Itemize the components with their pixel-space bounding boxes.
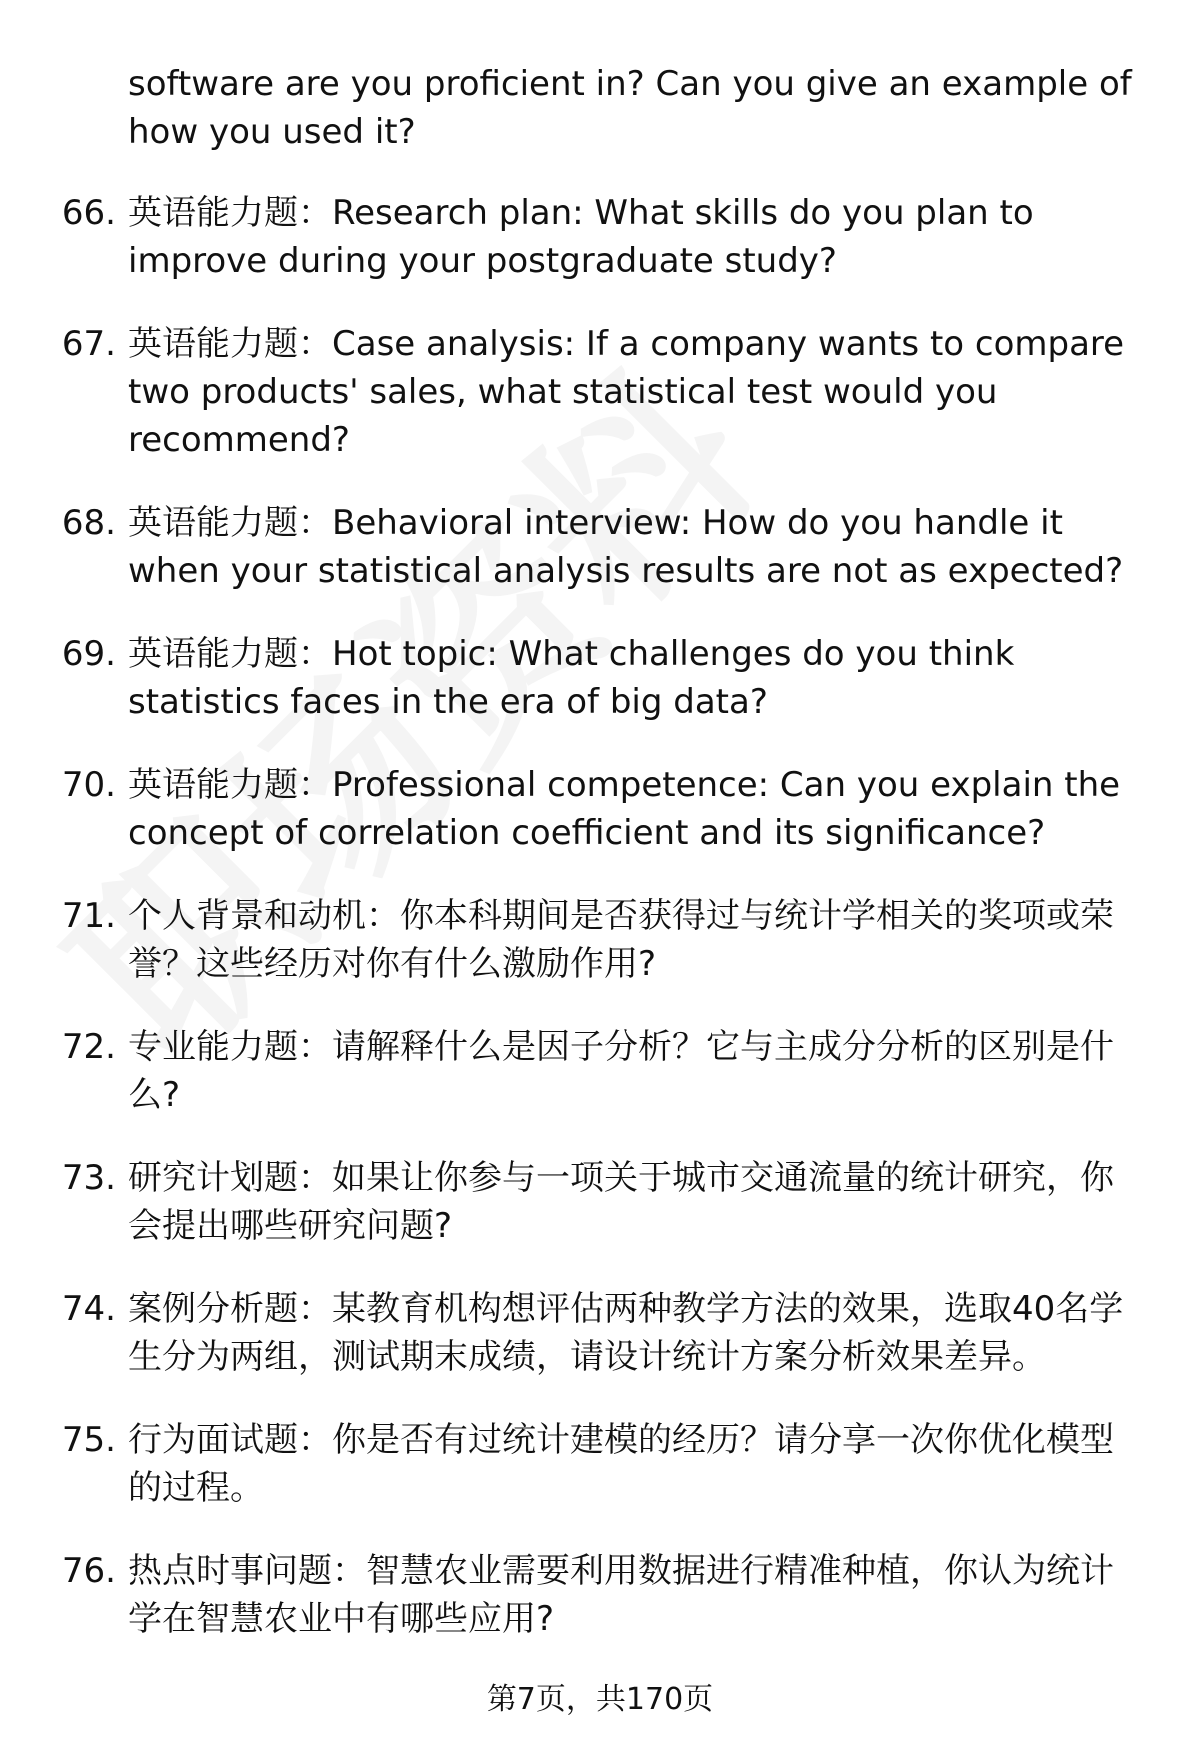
question-item-73 — [0, 1154, 1200, 1250]
question-text: 英语能力题：Research plan: What skills do you plan to improve during your postgraduate study? — [128, 193, 1034, 281]
question-text: 英语能力题：Case analysis: If a company wants to compare two products' sales, what statistical test would you recommend? — [128, 324, 1125, 460]
question-text: 英语能力题：Hot topic: What challenges do you think statistics faces in the era of big data? — [128, 634, 1015, 722]
question-item-71 — [0, 892, 1200, 988]
question-number: 73. — [61, 1158, 116, 1198]
question-text: 英语能力题：Professional competence: Can you explain the concept of correlation coefficient and its significance? — [128, 765, 1121, 853]
question-list — [0, 189, 1200, 1678]
question-item-67 — [0, 320, 1200, 464]
page-footer: 第7页，共170页 — [486, 1682, 714, 1717]
question-item-70 — [0, 761, 1200, 857]
question-item-66 — [0, 189, 1200, 285]
question-number: 76. — [61, 1551, 116, 1591]
question-item-74 — [0, 1285, 1200, 1381]
question-number: 71. — [61, 896, 116, 936]
question-text: 热点时事问题：智慧农业需要利用数据进行精准种植，你认为统计学在智慧农业中有哪些应用? — [128, 1551, 1114, 1639]
question-number: 72. — [61, 1027, 116, 1067]
question-number: 66. — [61, 193, 116, 233]
question-item-68 — [0, 499, 1200, 595]
question-number: 69. — [61, 634, 116, 674]
question-item-72 — [0, 1023, 1200, 1119]
question-text: 英语能力题：Behavioral interview: How do you handle it when your statistical analysis results are not as expected? — [128, 503, 1124, 591]
question-text: 专业能力题：请解释什么是因子分析？它与主成分分析的区别是什么? — [128, 1027, 1114, 1115]
question-text: 行为面试题：你是否有过统计建模的经历？请分享一次你优化模型的过程。 — [128, 1420, 1114, 1508]
question-text: 案例分析题：某教育机构想评估两种教学方法的效果，选取40名学生分为两组，测试期末成绩，请设计统计方案分析效果差异。 — [128, 1289, 1124, 1377]
question-number: 70. — [61, 765, 116, 805]
question-number: 68. — [61, 503, 116, 543]
question-item-69 — [0, 630, 1200, 726]
question-item-75 — [0, 1416, 1200, 1512]
question-item-76 — [0, 1547, 1200, 1643]
question-text: 个人背景和动机：你本科期间是否获得过与统计学相关的奖项或荣誉？这些经历对你有什么激励作用? — [128, 896, 1114, 984]
continuation-text: software are you proficient in? Can you give an example of how you used it? — [128, 64, 1132, 152]
question-number: 74. — [61, 1289, 116, 1329]
question-number: 75. — [61, 1420, 116, 1460]
question-text: 研究计划题：如果让你参与一项关于城市交通流量的统计研究，你会提出哪些研究问题? — [128, 1158, 1114, 1246]
question-number: 67. — [61, 324, 116, 364]
